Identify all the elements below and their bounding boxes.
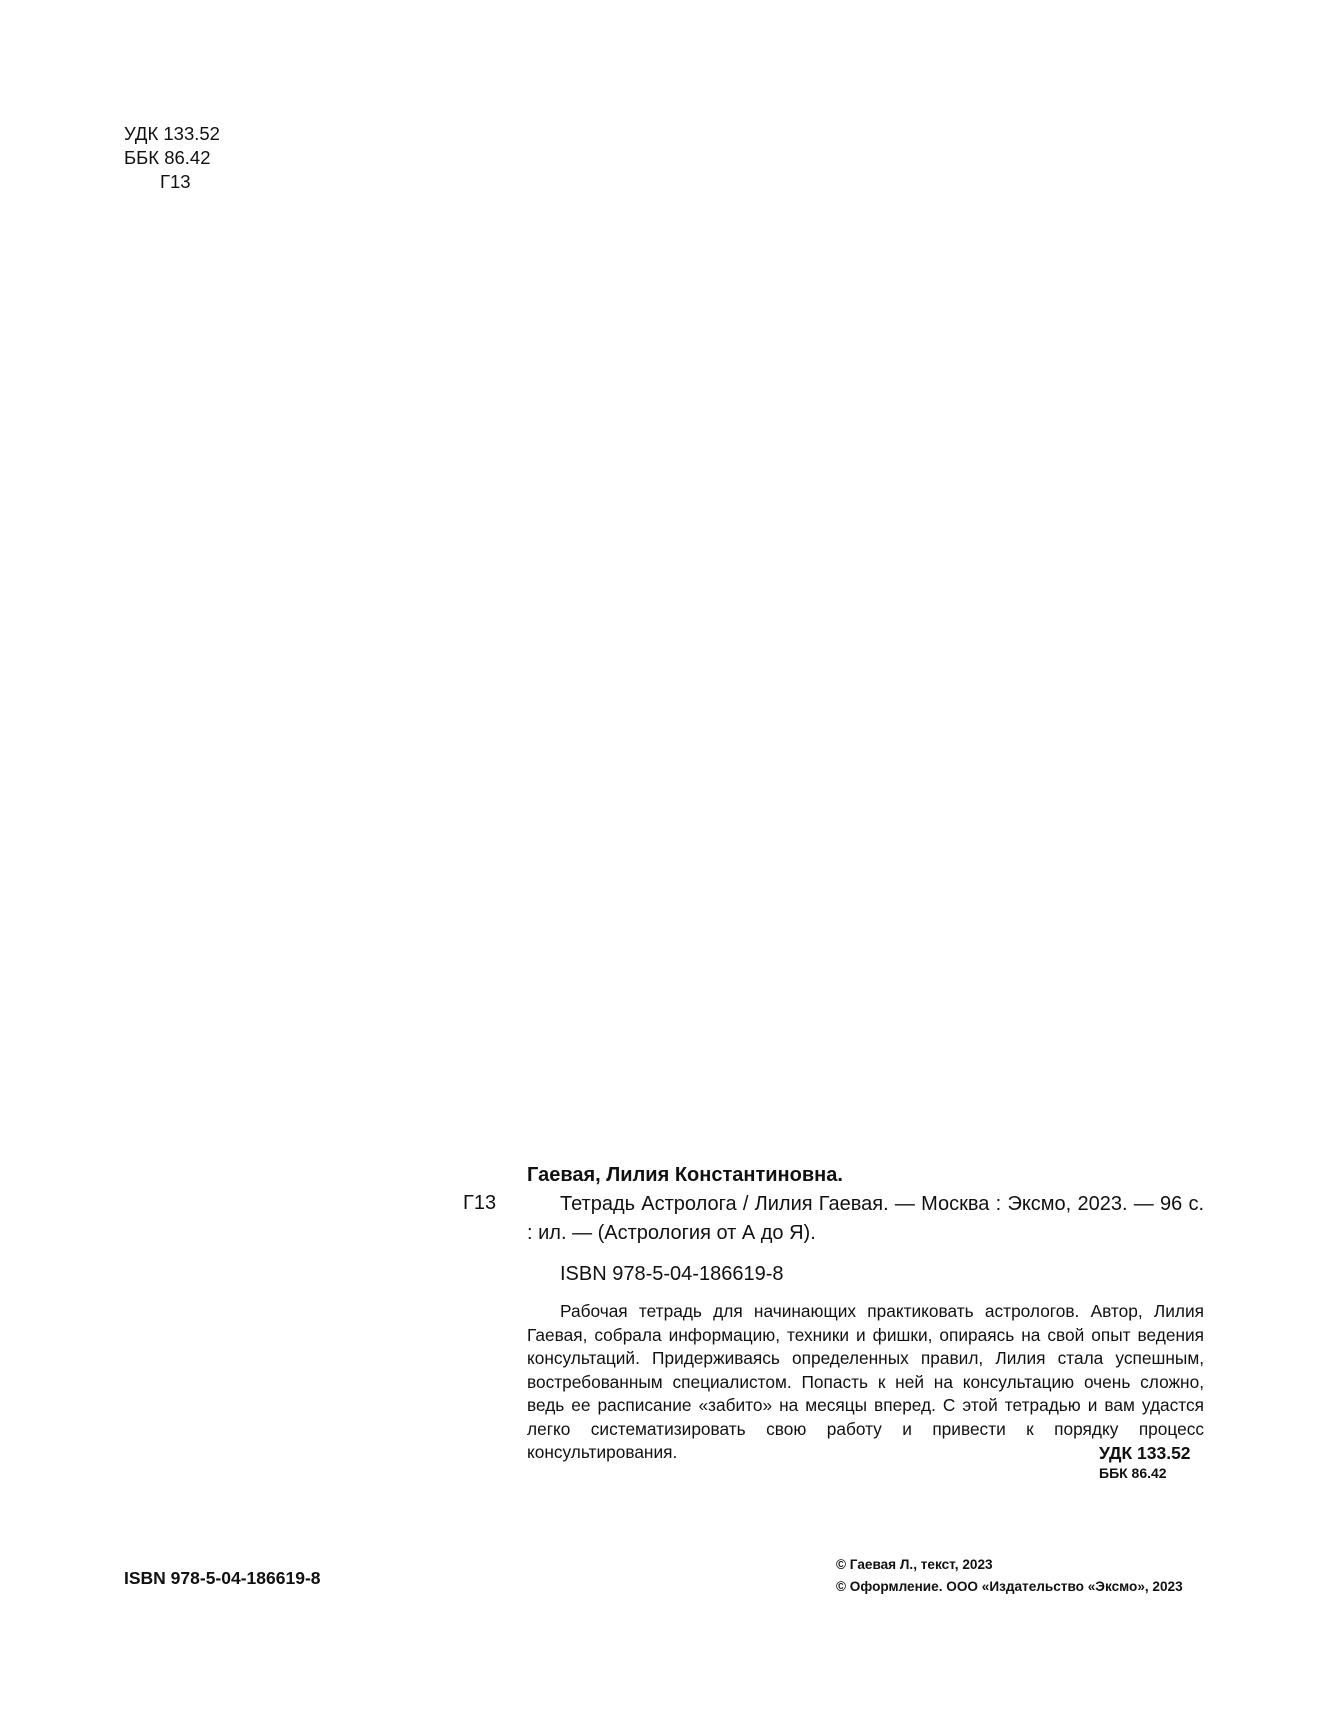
card-author: Гаевая, Лилия Константиновна. <box>527 1164 843 1186</box>
catalog-author-mark: Г13 <box>463 1192 497 1214</box>
footer-isbn: ISBN 978-5-04-186619-8 <box>124 1568 321 1588</box>
top-classification-codes <box>124 122 220 194</box>
top-author-mark: Г13 <box>160 171 191 192</box>
card-udk-code: УДК 133.52 <box>1099 1443 1191 1463</box>
card-annotation: Рабочая тетрадь для начинающих практиковать астрологов. Автор, Лилия Гаевая, собрала информацию, техники и фишки, опираясь на свой опыт ведения консультаций. Придерживаясь определенных правил, Лилия стала успешным, востребованным специалистом. Попасть к ней на консультацию очень сложно, ведь ее расписание «забито» на месяцы вперед. С этой тетрадью и вам удастся легко систематизировать свою работу и привести к порядку процесс консультирования. <box>527 1301 1204 1462</box>
card-classification-codes <box>1099 1442 1191 1482</box>
copyright-block <box>836 1554 1183 1598</box>
copyright-text: © Гаевая Л., текст, 2023 <box>836 1557 993 1572</box>
card-isbn: ISBN 978-5-04-186619-8 <box>560 1263 784 1285</box>
card-bibliographic-description: Тетрадь Астролога / Лилия Гаевая. — Москва : Эксмо, 2023. — 96 с. : ил. — (Астрология от А до Я). <box>527 1193 1204 1244</box>
top-bbk-code: ББК 86.42 <box>124 147 211 168</box>
top-udk-code: УДК 133.52 <box>124 123 220 144</box>
catalog-card <box>527 1161 1204 1482</box>
copyright-design: © Оформление. ООО «Издательство «Эксмо», 2023 <box>836 1579 1183 1594</box>
card-bbk-code: ББК 86.42 <box>1099 1465 1167 1481</box>
